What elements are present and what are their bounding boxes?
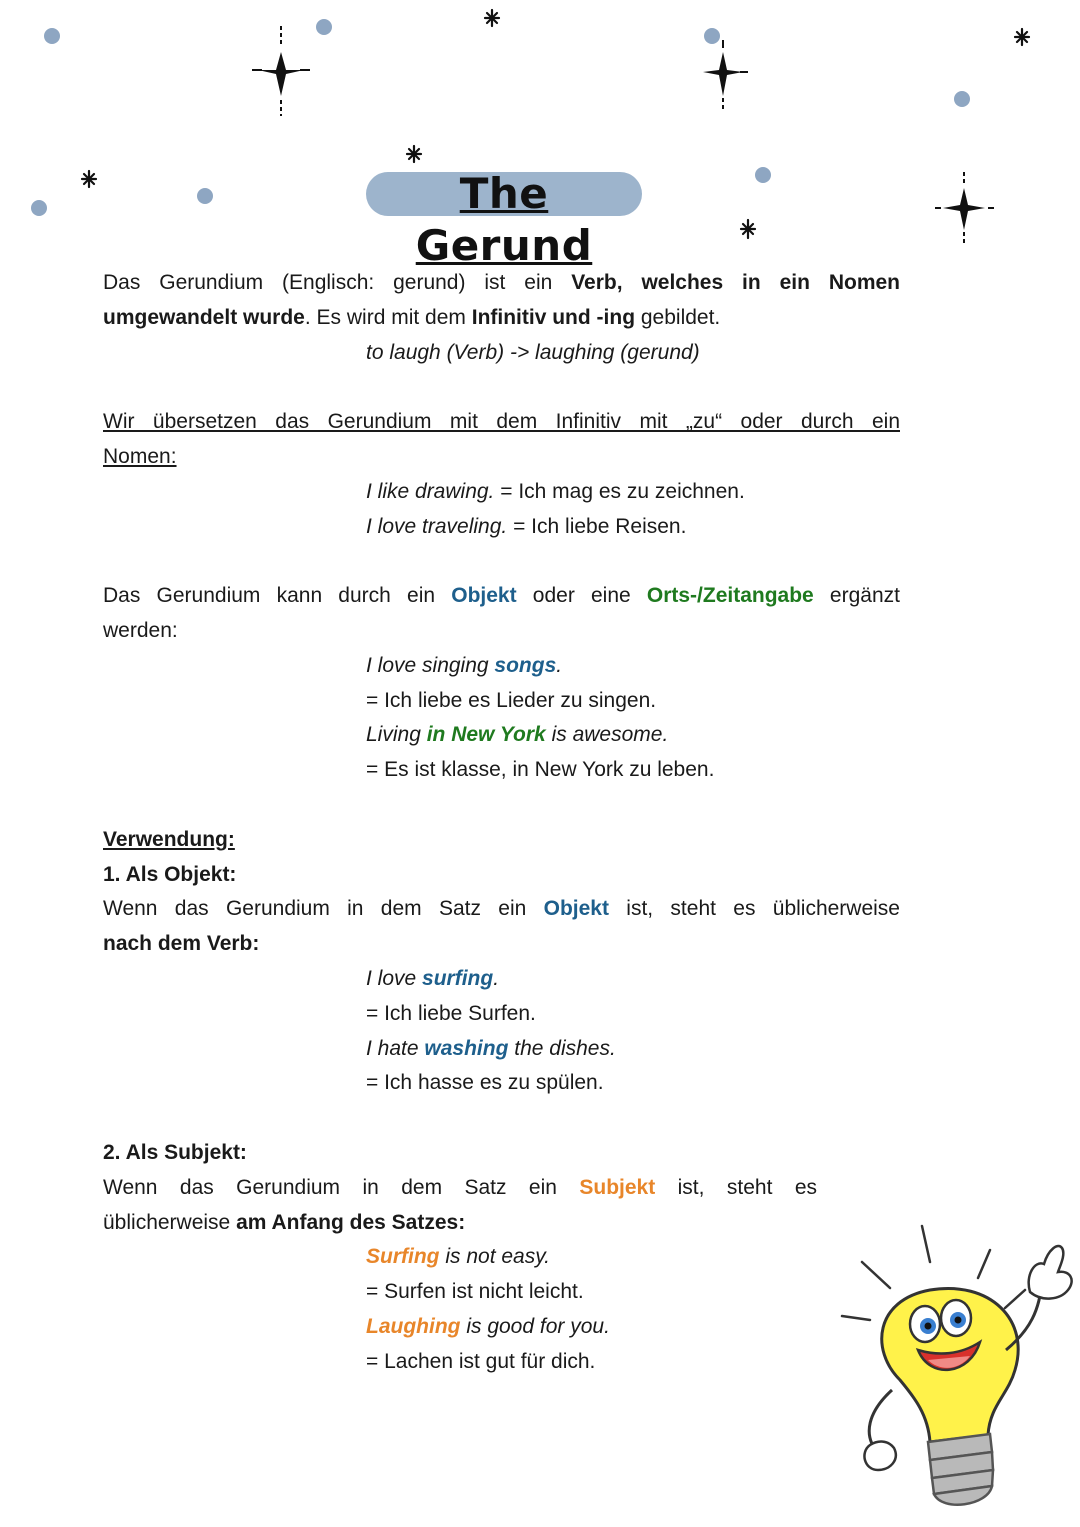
extension-example-1-translation: = Ich liebe es Lieder zu singen. <box>366 688 657 712</box>
extension-example-2: Living in New York is awesome. <box>366 723 669 747</box>
lightbulb-mascot-icon <box>830 1220 1080 1527</box>
intro-line-1: Das Gerundium (Englisch: gerund) ist ein Verb, welches in ein Nomen <box>103 271 901 294</box>
usage-section-2-example-2: Laughing is good for you. <box>366 1314 610 1338</box>
translate-example-1: I like drawing. = Ich mag es zu zeichnen. <box>366 479 745 503</box>
title-badge <box>366 169 642 270</box>
document-body <box>103 266 900 1380</box>
usage-section-2-heading: 2. Als Subjekt: <box>103 1140 247 1164</box>
usage-section-1-example-1-translation: = Ich liebe Surfen. <box>366 1001 536 1025</box>
translate-line-1: Wir übersetzen das Gerundium mit dem Infinitiv mit „zu“ oder durch ein <box>103 410 900 434</box>
extension-line-2: werden: <box>103 618 178 642</box>
usage-section-1-line-2: nach dem Verb: <box>103 932 260 956</box>
extension-line-1: Das Gerundium kann durch ein Objekt oder eine Orts-/Zeitangabe ergänzt <box>103 584 900 608</box>
usage-section-2-example-1-translation: = Surfen ist nicht leicht. <box>366 1280 584 1304</box>
usage-section-1-example-2: I hate washing the dishes. <box>366 1036 616 1060</box>
usage-section-1-example-2-translation: = Ich hasse es zu spülen. <box>366 1071 604 1095</box>
translate-line-2: Nomen: <box>103 444 177 468</box>
translate-example-2: I love traveling. = Ich liebe Reisen. <box>366 514 687 538</box>
usage-section-1-heading: 1. Als Objekt: <box>103 862 237 886</box>
page-title: The Gerund <box>415 169 593 270</box>
usage-section-2-example-2-translation: = Lachen ist gut für dich. <box>366 1349 596 1373</box>
usage-heading: Verwendung: <box>103 827 235 851</box>
usage-section-2-line-1: Wenn das Gerundium in dem Satz ein Subjekt ist, steht es <box>103 1175 817 1199</box>
usage-section-1-example-1: I love surfing. <box>366 966 500 990</box>
usage-section-2-line-2: üblicherweise am Anfang des Satzes: <box>103 1210 466 1234</box>
usage-section-1-line-1: Wenn das Gerundium in dem Satz ein Objekt ist, steht es üblicherweise <box>103 897 900 921</box>
intro-example: to laugh (Verb) -> laughing (gerund) <box>366 340 700 364</box>
extension-example-2-translation: = Es ist klasse, in New York zu leben. <box>366 758 715 782</box>
extension-example-1: I love singing songs. <box>366 653 563 677</box>
usage-section-2-example-1: Surfing is not easy. <box>366 1245 550 1269</box>
intro-line-2: umgewandelt wurde. Es wird mit dem Infinitiv und -ing gebildet. <box>103 305 721 329</box>
